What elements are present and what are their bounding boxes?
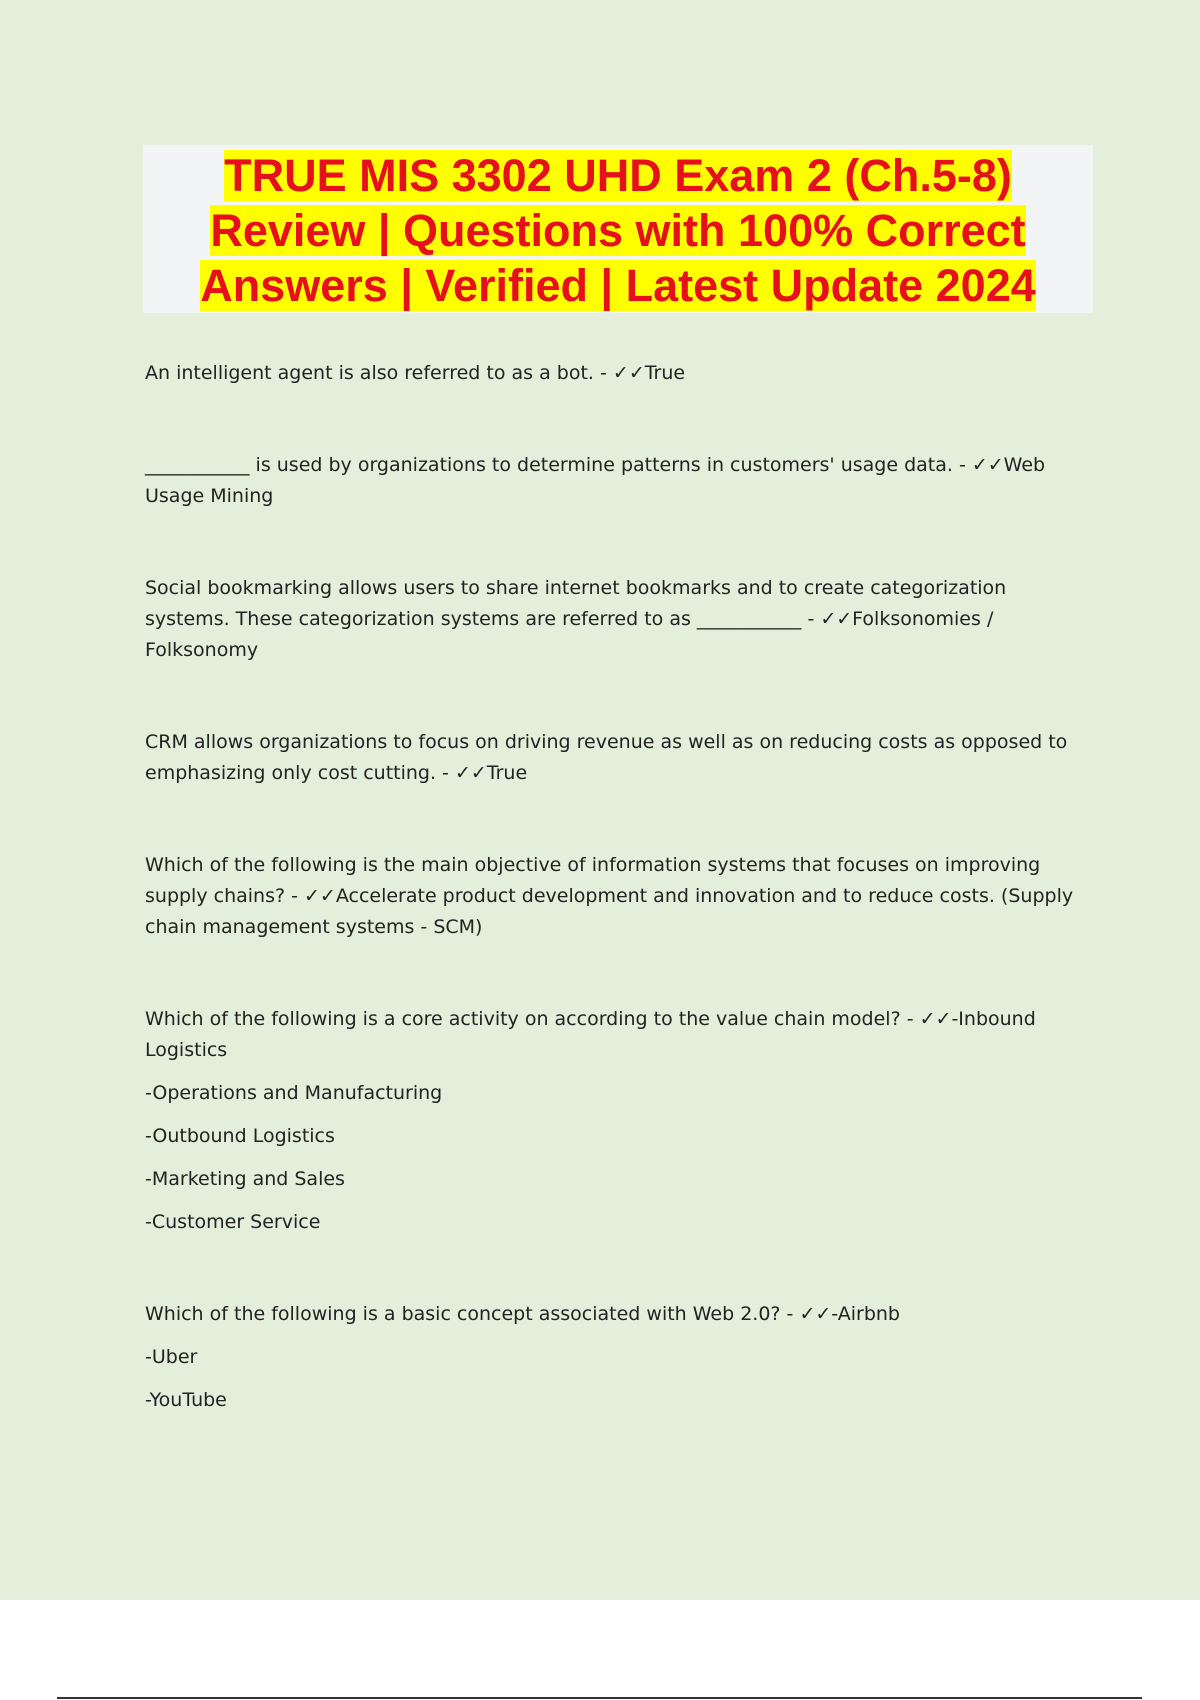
qa-text: Which of the following is a basic concept associated with Web 2.0? - ✓✓-Airbnb xyxy=(145,1303,900,1325)
qa-text: Which of the following is the main objective of information systems that focuses on improving supply chains? - ✓✓Accelerate product development and innovation and to reduce costs. (Supply chain management systems - SCM) xyxy=(145,854,1074,938)
qa-list-line: -Outbound Logistics xyxy=(145,1125,335,1147)
question-list xyxy=(145,358,1090,1477)
title-highlight: TRUE MIS 3302 UHD Exam 2 (Ch.5-8) Review | Questions with 100% Correct Answers | Verified | Latest Update 2024 xyxy=(200,150,1036,311)
qa-list-line: -Marketing and Sales xyxy=(145,1168,345,1190)
qa-text: ___________ is used by organizations to determine patterns in customers' usage data. - ✓✓Web Usage Mining xyxy=(145,454,1046,507)
qa-item xyxy=(145,573,1090,666)
qa-item xyxy=(145,850,1090,943)
qa-list-line: -Customer Service xyxy=(145,1211,321,1233)
qa-item xyxy=(145,450,1090,512)
qa-text: An intelligent agent is also referred to as a bot. - ✓✓True xyxy=(145,362,686,384)
qa-list-line: -Uber xyxy=(145,1346,198,1368)
qa-text: CRM allows organizations to focus on driving revenue as well as on reducing costs as opposed to emphasizing only cost cutting. - ✓✓True xyxy=(145,731,1068,784)
qa-text: Social bookmarking allows users to share internet bookmarks and to create categorization systems. These categorization systems are referred to as ___________ - ✓✓Folksonomies / Folksonomy xyxy=(145,577,1007,661)
qa-list-line: -Operations and Manufacturing xyxy=(145,1082,443,1104)
qa-item xyxy=(145,358,1090,389)
qa-item xyxy=(145,727,1090,789)
footer-divider xyxy=(57,1697,1142,1699)
document-title xyxy=(143,148,1093,313)
qa-text: Which of the following is a core activity on according to the value chain model? - ✓✓-Inbound Logistics xyxy=(145,1008,1036,1061)
qa-item xyxy=(145,1004,1090,1238)
qa-list-line: -YouTube xyxy=(145,1389,227,1411)
qa-item xyxy=(145,1299,1090,1416)
